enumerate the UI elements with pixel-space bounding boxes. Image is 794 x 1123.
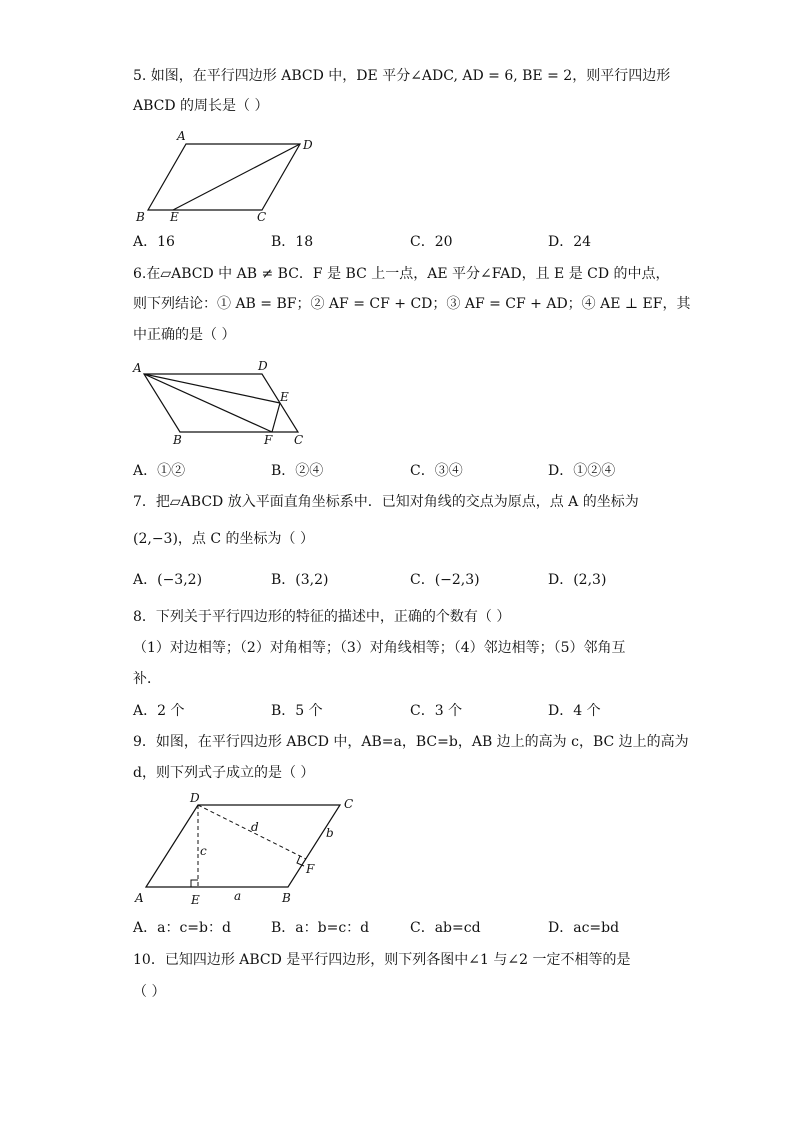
q8-line1: 8．下列关于平行四边形的特征的描述中，正确的个数有（ ）	[133, 609, 511, 625]
q9-label-b: B	[282, 891, 291, 905]
q9-label-c-length: c	[200, 844, 207, 858]
q5-label-e: E	[170, 210, 179, 224]
q8-option-c[interactable]: C．3 个	[410, 703, 463, 719]
q9-line2: d，则下列式子成立的是（ ）	[133, 765, 315, 781]
q5-option-d[interactable]: D．24	[548, 234, 592, 250]
q9-label-f: F	[306, 862, 315, 876]
q8-option-d[interactable]: D．4 个	[548, 703, 601, 719]
q9-figure-parallelogram	[130, 790, 370, 910]
q5-line1: 5. 如图，在平行四边形 ABCD 中，DE 平分∠ADC, AD = 6, BE = 2，则平行四边形	[133, 68, 671, 84]
q6-label-f: F	[264, 433, 273, 447]
q8-option-b[interactable]: B．5 个	[271, 703, 323, 719]
q9-label-a: A	[135, 891, 144, 905]
q9-line1: 9．如图，在平行四边形 ABCD 中，AB=a，BC=b，AB 边上的高为 c，BC 边上的高为	[133, 734, 689, 750]
q7-option-b[interactable]: B．(3,2)	[271, 572, 329, 588]
q9-option-a[interactable]: A．a：c=b：d	[133, 920, 231, 936]
q6-option-d[interactable]: D．①②④	[548, 463, 616, 479]
q7-option-c[interactable]: C．(−2,3)	[410, 572, 480, 588]
q5-option-b[interactable]: B．18	[271, 234, 314, 250]
q7-line2: (2,−3)，点 C 的坐标为（ ）	[133, 531, 314, 547]
q9-label-d-length: d	[251, 820, 259, 834]
q5-option-c[interactable]: C．20	[410, 234, 453, 250]
q9-option-c[interactable]: C．ab=cd	[410, 920, 481, 936]
q9-option-d[interactable]: D．ac=bd	[548, 920, 620, 936]
q6-option-b[interactable]: B．②④	[271, 463, 324, 479]
q5-figure-parallelogram	[130, 125, 330, 230]
q9-label-c: C	[344, 797, 354, 811]
q6-label-c: C	[294, 433, 304, 447]
q6-label-e: E	[280, 390, 289, 404]
q9-label-d: D	[190, 791, 200, 805]
q6-label-b: B	[173, 433, 182, 447]
q10-line2: （ ）	[133, 984, 166, 1000]
q9-label-a-length: a	[234, 889, 242, 903]
q5-label-c: C	[257, 210, 267, 224]
q7-line1: 7．把▱ABCD 放入平面直角坐标系中．已知对角线的交点为原点，点 A 的坐标为	[133, 494, 639, 510]
q6-label-a: A	[133, 361, 142, 375]
q6-option-c[interactable]: C．③④	[410, 463, 463, 479]
q7-option-a[interactable]: A．(−3,2)	[133, 572, 203, 588]
q5-line2: ABCD 的周长是（ ）	[133, 98, 269, 114]
q6-label-d: D	[258, 359, 268, 373]
q7-option-d[interactable]: D．(2,3)	[548, 572, 607, 588]
q6-segment-af	[144, 374, 272, 432]
q6-line2: 则下列结论：① AB = BF；② AF = CF + CD；③ AF = CF + AD；④ AE ⊥ EF，其	[133, 296, 691, 312]
q5-label-a: A	[177, 129, 186, 143]
q5-parallelogram-shape	[148, 144, 300, 210]
q5-label-d: D	[303, 138, 313, 152]
q5-option-a[interactable]: A．16	[133, 234, 175, 250]
q9-right-angle-e	[191, 880, 198, 887]
q9-label-e: E	[191, 893, 200, 907]
q8-line3: 补．	[133, 671, 161, 687]
q6-option-a[interactable]: A．①②	[133, 463, 186, 479]
q8-line2: （1）对边相等；（2）对角相等；（3）对角线相等；（4）邻边相等；（5）邻角互	[133, 640, 626, 656]
q6-line1: 6.在▱ABCD 中 AB ≠ BC．F 是 BC 上一点，AE 平分∠FAD，且 E 是 CD 的中点，	[133, 266, 670, 282]
q6-segment-ae	[144, 374, 280, 403]
q5-label-b: B	[136, 210, 145, 224]
q9-option-b[interactable]: B．a：b=c：d	[271, 920, 370, 936]
q6-figure-parallelogram	[130, 356, 330, 451]
q6-segment-ef	[272, 403, 280, 432]
q8-option-a[interactable]: A．2 个	[133, 703, 185, 719]
q6-line3: 中正确的是（ ）	[133, 327, 236, 343]
q9-label-b-length: b	[326, 826, 334, 840]
q10-line1: 10．已知四边形 ABCD 是平行四边形，则下列各图中∠1 与∠2 一定不相等的是	[133, 952, 631, 968]
